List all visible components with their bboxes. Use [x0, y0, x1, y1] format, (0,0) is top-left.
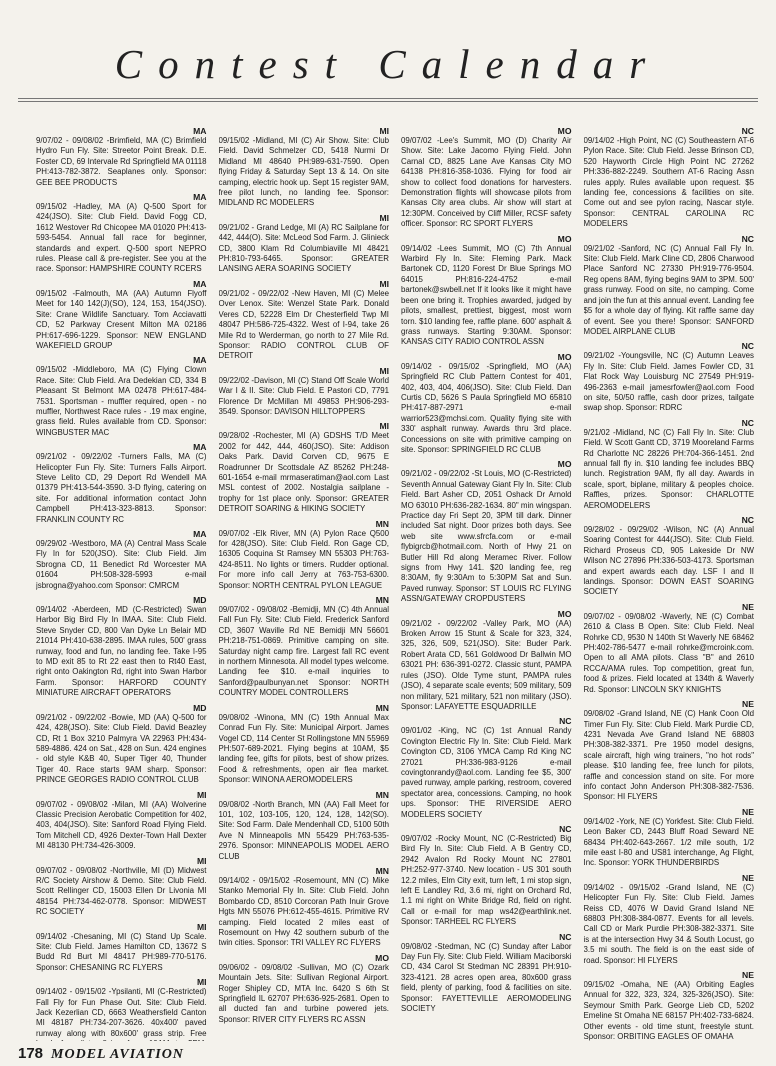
state-label: MN [375, 595, 389, 606]
calendar-entry [219, 213, 390, 275]
entry-text: 09/15/02 -Middleboro, MA (C) Flying Clown Race. Site: Club Field. Ara Dedekian CD, 334 B Pleasant St Belmont MA 02478 PH:617-484-7531. Sportsman - muffler required, open - no muffler, Northwest Race rules - .19 max engine, grass field. Rules available from CD. Sponsor: WINGBUSTER MAC [36, 365, 207, 437]
calendar-entry [584, 602, 755, 695]
state-label: MI [196, 921, 207, 932]
state-label: MI [379, 212, 389, 223]
calendar-entry [219, 866, 390, 949]
entry-text: 09/07/02 -Lee's Summit, MO (D) Charity Air Show. Site: Lake Jacomo Flying Field. John Carnal CD, 8825 Lane Ave Kansas City MO 64138 PH:816-358-1036. Flying for food air show to collect food donations for harvesters. Demonstration flights will showcase pilots from Kansas City area clubs. Air show will start at 12:30PM. Conceived by Cliff Miller, RCSF safety officer. Sponsor: RC SPORT FLYERS [401, 136, 572, 229]
page-footer [18, 1045, 184, 1063]
state-label: MI [379, 278, 389, 289]
state-label: MO [375, 952, 389, 963]
entry-text: 09/07/02 -Rocky Mount, NC (C-Restricted) Big Bird Fly In. Site: Club Field. A B Gentry CD, 2942 Avalon Rd Rocky Mount NC 27801 PH:252-977-3740. New location - US 301 south 12.2 miles, Elm City exit, turn left, 1 mi stop sign, left E Landley Rd, 3.6 mi, right on Orchard Rd, 1.1 mi right on White Bridge Rd, field on right. Call or e-mail for map ws42@earthlink.net. Sponsor: TARHEEL RC FLYERS [401, 833, 572, 927]
state-label: NC [741, 417, 754, 428]
state-label: MO [557, 126, 572, 136]
calendar-entry [401, 234, 572, 348]
state-label: NC [741, 515, 754, 525]
calendar-entry [36, 922, 207, 974]
entry-text: 09/08/02 -Stedman, NC (C) Sunday after Labor Day Fun Fly. Site: Club Field. William Maciborski CD, 434 Carol St Stedman NC 28391 PH:910-323-4121. 28 acres open area, 80x600 grass field, plenty of parking, food & facilities on site. Sponsor: FAYETTEVILLE AEROMODELING SOCIETY [401, 941, 572, 1014]
entry-text: 09/07/02 - 09/08/02 -Northville, MI (D) Midwest R/C Society Airshow & Demo. Site: Club Field. Scott Rellinger CD, 15003 Ellen Dr Livonia MI 48154 PH:734-462-0778. Sponsor: MIDWEST RC SOCIETY [36, 865, 207, 917]
calendar-entry [36, 442, 207, 525]
state-label: NE [742, 806, 754, 817]
state-label: MO [557, 351, 572, 362]
state-label: MD [193, 702, 207, 713]
entry-text: 09/06/02 - 09/08/02 -Sullivan, MO (C) Ozark Mountain Jets. Site: Sullivan Regional Airport. Roger Shipley CD, MTA Inc. 6420 S 6th St Springfield IL 62707 PH:636-925-2681. Open to all ducted fan and turbine powered jets. Sponsor: RIVER CITY FLYERS RC ASSN [218, 962, 389, 1024]
state-label: MI [379, 365, 389, 376]
state-label: NC [741, 341, 754, 352]
calendar-entry [584, 418, 755, 511]
entry-text: 09/21/02 - 09/22/02 -Valley Park, MO (AA) Broken Arrow 15 Stunt & Scale for 323, 324, 325, 326, 509, 521(JSO). Site: Buder Park. Robert Arata CD, 561 Goldwood Dr Ballwin MO 63021 PH: 636-391-0272. Classic stunt, PAMPA rules (JSO). Olde Tyme stunt, PAMPA rules (JSO), 4 separate scale events; 509 military, 509 non military, 521 military, 521 non military (JSO). Sponsor: LAFAYETTE ESQUADRILLE [401, 618, 572, 711]
entry-text: 09/14/02 - 09/15/02 -Springfield, MO (AA) Springfield RC Club Pattern Contest for 401, 402, 403, 404, 406(JSO). Site: Club Field. Dan Curtis CD, 5626 S Paula Springfield MO 65810 PH:417-887-2971 e-mail warrior523@mchsi.com. Quality flying site with 330' asphalt runway. Awards thru 3rd place. Concessions on site with primitive camping on site. Sponsor: SPRINGFIELD RC CLUB [401, 361, 572, 454]
calendar-entry [36, 977, 207, 1041]
state-label: MN [375, 702, 389, 713]
calendar-entry [584, 126, 755, 230]
page-title: Contest Calendar [114, 41, 662, 87]
calendar-entry [584, 807, 755, 869]
calendar-entry [401, 609, 572, 713]
state-label: NE [742, 601, 754, 612]
calendar-entry [219, 790, 390, 862]
calendar-entry [36, 126, 207, 188]
entry-text: 9/07/02 - 09/08/02 -Brimfield, MA (C) Brimfield Hydro Fun Fly. Site: Streetor Point Break. D.E. Foster CD, 69 Intervale Rd Springfield MA 01118 PH:413-782-3872. Seaplanes only. Sponsor: GEE BEE PRODUCTS [36, 136, 207, 187]
state-label: NC [741, 126, 754, 136]
state-label: MA [193, 529, 207, 539]
entry-text: 09/28/02 -Rochester, MI (A) GDSHS T/D Meet 2002 for 442, 444, 460(JSO). Site: Addison Oaks Park. David Corven CD, 9675 E Roadrunner Dr Scottsdale AZ 85262 PH:248-601-1654 e-mail mrmaseratiman@aol.com Last MSL contest of 2002. Nostalgia sailplane - trophy for 1st place only. Sponsor: GREATER DETROIT SOARING & HIKING SOCIETY [218, 431, 389, 514]
state-label: MO [557, 459, 572, 470]
entry-text: 09/01/02 -King, NC (C) 1st Annual Randy Covington Electric Fly In. Site: Club Field. Mark Covington CD, 3106 YMCA Camp Rd King NC 27021 PH:336-983-9126 e-mail covingtonrandy@aol.com. Landing fee $5, 300' paved runway, ample parking, restroom, covered spectator area, concessions. Camping, no hook ups. Sponsor: THE RIVERSIDE AERO MODELERS SOCIETY [401, 726, 572, 819]
state-label: NE [742, 970, 754, 981]
state-label: MD [193, 595, 207, 606]
calendar-entry [36, 856, 207, 918]
entry-text: 09/14/02 - 09/15/02 -Rosemount, MN (C) Mike Stanko Memorial Fly In. Site: Club Field. John Bombardo CD, 8510 Corcoran Path Inuir Grove Hgts MN 55076 PH:612-455-4615. Primitive RV camping. Field located 2 miles east of Rosemount on Hwy 42 southern suburb of the twin cities. Sponsor: TRI VALLEY RC FLYERS [218, 875, 389, 948]
state-label: NE [742, 872, 754, 883]
calendar-entry [401, 352, 572, 456]
calendar-entry [36, 279, 207, 351]
calendar-entry [36, 703, 207, 786]
state-label: NC [741, 233, 754, 244]
entry-text: 09/07/02 -Elk River, MN (A) Pylon Race Q500 for 428(JSO). Site: Club Field. Ron Gage CD, 16305 Coquina St Ramsey MN 55303 PH:763-424-8511. No lights or timers. Rudder optional. For more info call Jerry at 763-753-6300. Sponsor: NORTH CENTRAL PYLON LEAGUE [218, 528, 389, 590]
calendar-entry [584, 970, 755, 1041]
calendar-entry [219, 421, 390, 514]
state-label: NC [559, 823, 572, 834]
calendar-entry [219, 519, 390, 591]
entry-text: 09/08/02 -North Branch, MN (AA) Fall Meet for 101, 102, 103-105, 120, 124, 128, 142(SO). Site: Sod Farm. Dale Mendenhall CD, 5100 50th Ave N Minneapolis MN 55429 PH:763-535-2976. Sponsor: MINNEAPOLIS MODEL AERO CLUB [218, 799, 389, 861]
entry-text: 09/14/02 - 09/15/02 -Ypsilanti, MI (C-Restricted) Fall Fly for Fun Phase Out. Site: Club Field. Jack Kezerlian CD, 6663 Weathersfield Canton MI 48187 PH:734-207-3626. 40x400' paved runway along with 80x600' grass strip. Free [36, 987, 207, 1038]
calendar-column [219, 126, 390, 1041]
state-label: MA [193, 442, 207, 453]
entry-text: 09/29/02 -Westboro, MA (A) Central Mass Scale Fly In for 520(JSO). Site: Club Field. Jim Sbrogna CD, 11 Benedict Rd Worcester MA 01604 PH:508-328-5993 e-mail jsbrogna@yahoo.com Sponsor: CMRCM [36, 539, 207, 590]
calendar-entry [219, 595, 390, 699]
entry-text: 09/21/02 -Youngsville, NC (C) Autumn Leaves Fly In. Site: Club Field. James Fowler CD, 31 Flat Rock Way Louisburg NC 27549 PH:919-496-2363 e-mail jamesrfowler@aol.com Food on site, 50/50 raffle, cash door prizes, tailgate swap shop. Sponsor: RDRC [583, 351, 754, 413]
state-label: MA [193, 278, 207, 289]
calendar-entry [584, 234, 755, 338]
entry-text: 09/15/02 -Hadley, MA (A) Q-500 Sport for 424(JSO). Site: Club Field. David Fogg CD, 1612 Westover Rd Chicopee MA 01020 PH:413-593-5454. Annual fall race for beginner, standards and expert. Q-500 sport NEPRO rules. Please call & pre-register. See you at the race. Sponsor: HAMPSHIRE COUNTY RCERS [36, 202, 207, 274]
entry-text: 09/14/02 -York, NE (C) Yorkfest. Site: Club Field. Leon Baker CD, 2443 Bluff Road Seward NE 68434 PH:402-643-2667. 1/2 mile south, 1/2 mile east I-80 and US81 interchange, Ag Flight, Inc. Sponsor: YORK THUNDERBIRDS [583, 816, 754, 868]
state-label: MI [196, 789, 207, 800]
entry-text: 9/21/02 -Midland, NC (C) Fall Fly In. Site: Club Field. W Scott Gantt CD, 3719 Mooreland Farms Rd Charlotte NC 28226 PH:704-366-1451. 2nd annual fall fly in. $10 landing fee includes BBQ lunch. Registration 9AM, fly all day. Awards in scale, sport, biplane, military & peoples choice. Raffles, prizes. Sponsor: CHARLOTTE AEROMODELERS [583, 427, 754, 510]
entry-text: 09/21/02 - 09/22/02 -New Haven, MI (C) Melee Over Lenox. Site: Wenzel State Park. Donald Veres CD, 52228 Elm Dr Chesterfield Twp MI 48047 PH:586-725-4322. West of I-94, take 26 Mile Rd to Werderman, go north to 27 Mile Rd. Sponsor: RADIO CONTROL CLUB OF DETROIT [218, 288, 389, 361]
calendar-entry [584, 699, 755, 803]
calendar-column [401, 126, 572, 1041]
entry-text: 09/14/02 - 09/15/02 -Grand Island, NE (C) Helicopter Fun Fly. Site: Club Field. James Reiss CD, 4076 W David Grand Island NE 68803 PH:308-384-0877. Events for all levels. Call CD or Mark Purdie PH:308-382-3371. Site is at the intersection Hwy 34 & South Locust, go 3.5 mi south. The field is on the east side of road. Sponsor: HI FLYERS [583, 882, 754, 965]
entry-text: 09/07/02 - 09/08/02 -Milan, MI (AA) Wolverine Classic Precision Aerobatic Competition for 402, 403, 404(JSO). Site: Sanford Road Flying Field. Tom Mitchell CD, 4926 Dexter-Town Hall Dexter MI 48130 PH:734-426-3009. [36, 799, 207, 851]
calendar-entry [401, 716, 572, 820]
page-number: 178 [18, 1045, 44, 1062]
entry-text: 09/21/02 - 09/22/02 -Turners Falls, MA (C) Helicopter Fun Fly. Site: Turners Falls Airport. Steve Lelito CD, 29 Deport Rd Wendell MA 01379 PH:413-544-3590. 3-D flying, catering on site. For additional information contact John Campbell PH:413-323-8813. Sponsor: FRANKLIN COUNTY RC [36, 452, 207, 524]
state-label: MI [379, 126, 389, 136]
entry-text: 09/15/02 -Midland, MI (C) Air Show. Site: Club Field. David Schmelzer CD, 5418 Nurmi Dr Midland MI 48640 PH:989-631-7590. Open flying Friday & Saturday Sept 13 & 14. On site camping, electric hook up. Sept 15 register 9AM, free pilot lunch, no landing fee. Sponsor: MIDLAND RC MODELERS [218, 136, 389, 208]
calendar-entry [401, 824, 572, 928]
state-label: MI [196, 855, 207, 866]
calendar-entry [36, 595, 207, 699]
state-label: MO [557, 233, 572, 244]
state-label: MI [196, 977, 207, 988]
entry-text: 09/21/02 - 09/22/02 -St Louis, MO (C-Restricted) Seventh Annual Gateway Giant Fly In. Site: Club Field. Bart Asher CD, 2051 Oshack Dr Arnold MO 63010 PH:636-282-1634. 80" min wingspan. Practice day Fri Sept 20, 3PM till dark. Dinner included Sat night. Door prizes both days. See web site www.sfrcfa.com or e-mail flybigrcb@hotmail.com. North of Hwy 21 on Butler Hill Rd along Meramec River. Follow signs from Hwy 141. $20 landing fee, reg 8:30AM, fly 9:30Am to 5:30PM Sat and Sun. Paved runway. Sponsor: ST LOUIS RC FLYING ASSN/GATEWAY CROPDUSTERS [401, 469, 572, 604]
calendar-entry [401, 126, 572, 230]
entry-text: 09/15/02 -Omaha, NE (AA) Orbiting Eagles Annual for 322, 323, 324, 325-326(JSO). Site: Seymour Smith Park. George Lieb CD, 5202 Emeline St Omaha NE 68157 PH:402-733-6824. Other events - old time stunt, freestyle stunt. Sponsor: ORBITING EAGLES OF OMAHA [583, 980, 754, 1041]
entry-text: 09/28/02 - 09/29/02 -Wilson, NC (A) Annual Soaring Contest for 444(JSO). Site: Club Field. Richard Proseus CD, 905 Lakeside Dr NW Wilson NC 27896 PH:336-503-4173. Sportsman and expert awards each day. LSF I and II landings. Sponsor: DOWN EAST SOARING SOCIETY [583, 525, 754, 597]
calendar-entry [219, 126, 390, 209]
calendar-entry [219, 366, 390, 418]
entry-text: 09/07/02 - 09/08/02 -Bemidji, MN (C) 4th Annual Fall Fun Fly. Site: Club Field. Frederick Sanford CD, 3607 Waville Rd NE Bemidji MN 56601 PH:218-751-0869. Primitive camping on site. Saturday night camp fire. Largest fall RC event in northern Minnesota. All model types welcome. Landing fee $10. e-mail inquiries to Sanford@paulbunyan.net Sponsor: NORTH COUNTRY MODEL CONTROLLERS [218, 605, 389, 698]
calendar-column [36, 126, 207, 1041]
entry-text: 09/14/02 -Lees Summit, MO (C) 7th Annual Warbird Fly In. Site: Fleming Park. Mack Bartonek CD, 1120 Forest Dr Blue Springs MO 64015 PH:816-224-4752 e-mail bartonek@swbell.net If it looks like it might have been one bring it. Trophies awarded, judged by pilots, smallest, prettiest, biggest, most worn torn. $10 landing fee, raffle plane. 600' asphalt & grass runways. Starting 9:30AM. Sponsor: KANSAS CITY RADIO CONTROL ASSN [401, 243, 572, 347]
calendar-entry [584, 873, 755, 966]
entry-text: 09/08/02 -Grand Island, NE (C) Hank Coon Old Timer Fun Fly. Site: Club Field. Mark Purdie CD, 4231 Nevada Ave Grand Island NE 68803 PH:308-382-3371. Pre 1950 model designs, scale aircraft, high wing trainers, "no hot rods" please. $10 landing fee, free lunch for pilots, raffle and concession stand on site. For more info contact John Anderson PH:308-382-7536. Sponsor: HI FLYERS [583, 709, 754, 802]
state-label: NC [559, 931, 572, 942]
calendar-entry [36, 529, 207, 591]
calendar-entry [219, 953, 390, 1025]
entry-text: 09/21/02 -Sanford, NC (C) Annual Fall Fly In. Site: Club Field. Mark Cline CD, 2806 Charwood Place Sanford NC 27330 PH:919-776-9504. Reg opens 8AM, flying begins 9AM to 3PM. 500' grass runway. Food on site, no camping. Come and join the fun at this annual event. Landing fee $5 for a whole day of flying. Kit raffle same day of event. See you there! Sponsor: SANFORD MODEL AIRPLANE CLUB [583, 243, 754, 336]
calendar-column [584, 126, 755, 1041]
calendar-entry [584, 515, 755, 598]
title-rule-bottom [18, 101, 758, 102]
state-label: MA [193, 126, 207, 136]
entry-text: 09/14/02 -High Point, NC (C) Southeastern AT-6 Pylon Race. Site: Club Field. Jesse Brinson CD, 520 Hayworth Circle High Point NC 27262 PH:336-882-2249. Southern AT-6 Racing Assn rules apply. Rules available upon request. $5 landing fee, concessions & facilities on site. Come out and see pylon racing, Nascar style. Sponsor: CENTRAL CAROLINA RC MODELERS [583, 136, 754, 229]
entry-text: 09/21/02 - Grand Ledge, MI (A) RC Sailplane for 442, 444(O). Site: McLeod Sod Farm. J. Glinieck CD, 3800 Klam Rd Columbiaville MI 48421 PH:810-793-6465. Sponsor: GREATER LANSING AERA SOARING SOCIETY [218, 222, 389, 274]
state-label: MA [193, 192, 207, 203]
calendar-entry [36, 790, 207, 852]
state-label: MN [375, 865, 389, 876]
magazine-name: MODEL AVIATION [51, 1047, 184, 1062]
state-label: NC [559, 716, 572, 727]
state-label: MO [557, 608, 572, 619]
calendar-entry [401, 459, 572, 604]
entry-text: 09/14/02 -Chesaning, MI (C) Stand Up Scale. Site: Club Field. James Hamilton CD, 13672 S Budd Rd Burt MI 48417 PH:989-770-5176. Sponsor: CHESANING RC FLYERS [36, 931, 207, 972]
entry-text: 09/15/02 -Falmouth, MA (AA) Autumn Flyoff Meet for 140 142(J)(SO), 124, 153, 154(JSO). Site: Crane Wildlife Sanctuary. Tom Acciavatti CD, 52 Parkway Cresent Milton MA 02186 PH:617-696-1229. Sponsor: NEW ENGLAND WAKEFIELD GROUP [36, 288, 207, 350]
entry-text: 09/21/02 - 09/22/02 -Bowie, MD (AA) Q-500 for 424, 428(JSO). Site: Club Field. David Beazley CD, Rt 1 Box 3210 Palmyra VA 22963 PH:434-589-4886. 424 on Sat., 428 on Sun. 424 engines - old style K&B 40, Super Tiger 40, Thunder Tiger 40. Race starts 9AM sharp. Sponsor: PRINCE GEORGES RADIO CONTROL CLUB [36, 712, 207, 785]
state-label: MI [379, 421, 389, 432]
entry-text: 09/22/02 -Davison, MI (C) Stand Off Scale World War I & II. Site: Club Field. E Pastori CD, 7791 Florence Dr McMillan MI 49853 PH:906-293-3549. Sponsor: DAVISON HILLTOPPERS [218, 375, 389, 416]
state-label: MN [375, 518, 389, 529]
calendar-entry [219, 279, 390, 362]
state-label: MN [375, 789, 389, 800]
entry-text: 09/07/02 - 09/08/02 -Waverly, NE (C) Combat 2610 & Class B Open. Site: Club Field. Neal Rohrke CD, 9530 N 140th St Waverly NE 68462 PH:402-786-5477 e-mail rohrke@mcroink.com. Open to all AMA pilots. Class "B" and 2610 RCCA/AMA rules. Top competition, great fun, food & prizes. Field located at 134th & Waverly Rd. Sponsor: LINCOLN SKY KNIGHTS [583, 611, 754, 694]
calendar-entry [219, 703, 390, 786]
entry-text: 09/08/02 -Winona, MN (C) 19th Annual Max Conrad Fun Fly. Site: Municipal Airport. James Vogel CD, 114 Center St Rollingstone MN 55969 PH:507-689-2021. Flying begins at 10AM, $5 landing fee, gifts for pilots, best of show prizes. Food & refreshments, open air flea market. Sponsor: WINONA AEROMODELERS [218, 712, 389, 785]
calendar-entry [36, 192, 207, 275]
title-rule-top [18, 98, 758, 99]
state-label: MA [193, 355, 207, 366]
state-label: NE [742, 699, 754, 710]
calendar-entry [401, 932, 572, 1015]
calendar-entry [36, 355, 207, 438]
calendar-columns [36, 126, 754, 1041]
entry-text: 09/14/02 -Aberdeen, MD (C-Restricted) Swan Harbor Big Bird Fly In IMAA. Site: Club Field. Steve Snyder CD, 800 Van Dyke Ln Belair MD 21014 PH:410-638-2895. IMAA rules, 500' grass runway, food and fun, no landing fee. Take I-95 to MD exit 85 to Rt 22 east then to Rt40 East, right onto Oakington Rd, right into Swan Harbor Farm. Sponsor: HARFORD COUNTY MINIATURE AIRCRAFT OPERATORS [36, 605, 207, 698]
calendar-entry [584, 341, 755, 413]
